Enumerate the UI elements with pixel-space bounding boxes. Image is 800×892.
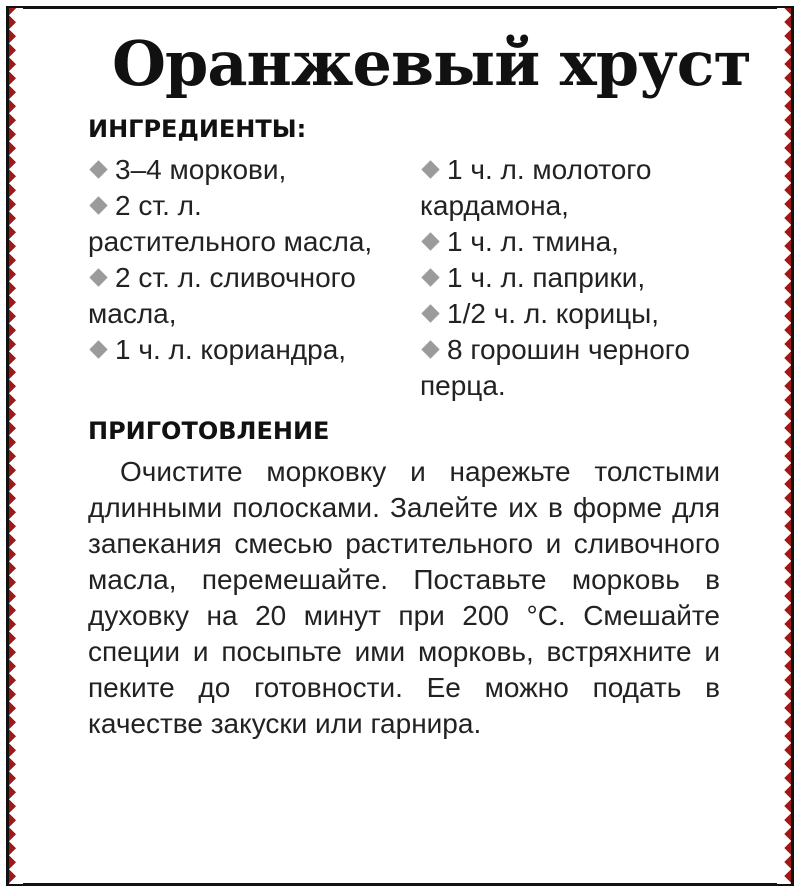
ingredients-column-right	[420, 152, 720, 404]
diamond-bullet-icon	[421, 160, 439, 178]
diamond-bullet-icon	[421, 304, 439, 322]
diamond-bullet-icon	[89, 268, 107, 286]
method-text: Очистите морковку и нарежьте толстыми длинными полосками. Залейте их в форме для запекания смесью растительного и сливочного масла, перемешайте. Поставьте морковь в духовку на 20 минут при 200 °С. Смешайте специи и посыпьте ими морковь, встряхните и пеките до готовности. Ее можно подать в качестве закуски или гарнира.	[88, 456, 720, 739]
method-heading: ПРИГОТОВЛЕНИЕ	[88, 417, 330, 445]
frame-bottom-line	[6, 883, 794, 886]
ingredient-item: 1 ч. л. паприки,	[420, 260, 720, 296]
ingredient-item: 8 горошин черного перца.	[420, 334, 690, 401]
ingredient-item: 1 ч. л. молотого кардамона,	[420, 154, 652, 221]
ingredient-item: 1 ч. л. кориандра,	[88, 332, 388, 368]
ingredient-item: 2 ст. л. сливочного масла,	[88, 262, 356, 329]
ingredients-column-left	[88, 152, 388, 404]
ingredient-item: 2 ст. л. растительного масла,	[88, 190, 373, 257]
decorative-border-right	[777, 8, 794, 884]
ingredients-heading: ИНГРЕДИЕНТЫ:	[88, 115, 307, 143]
recipe-title: Оранжевый хруст	[112, 27, 751, 100]
ingredient-item: 3–4 моркови,	[88, 152, 388, 188]
diamond-bullet-icon	[421, 268, 439, 286]
ingredient-item: 1 ч. л. тмина,	[420, 224, 720, 260]
diamond-bullet-icon	[421, 232, 439, 250]
diamond-bullet-icon	[89, 196, 107, 214]
ingredient-item: 1/2 ч. л. корицы,	[420, 296, 720, 332]
ingredients-list	[88, 152, 720, 404]
recipe-content	[88, 20, 751, 742]
diamond-bullet-icon	[89, 340, 107, 358]
decorative-border-left	[6, 8, 23, 884]
diamond-bullet-icon	[89, 160, 107, 178]
diamond-bullet-icon	[421, 340, 439, 358]
frame-top-line	[6, 6, 794, 9]
